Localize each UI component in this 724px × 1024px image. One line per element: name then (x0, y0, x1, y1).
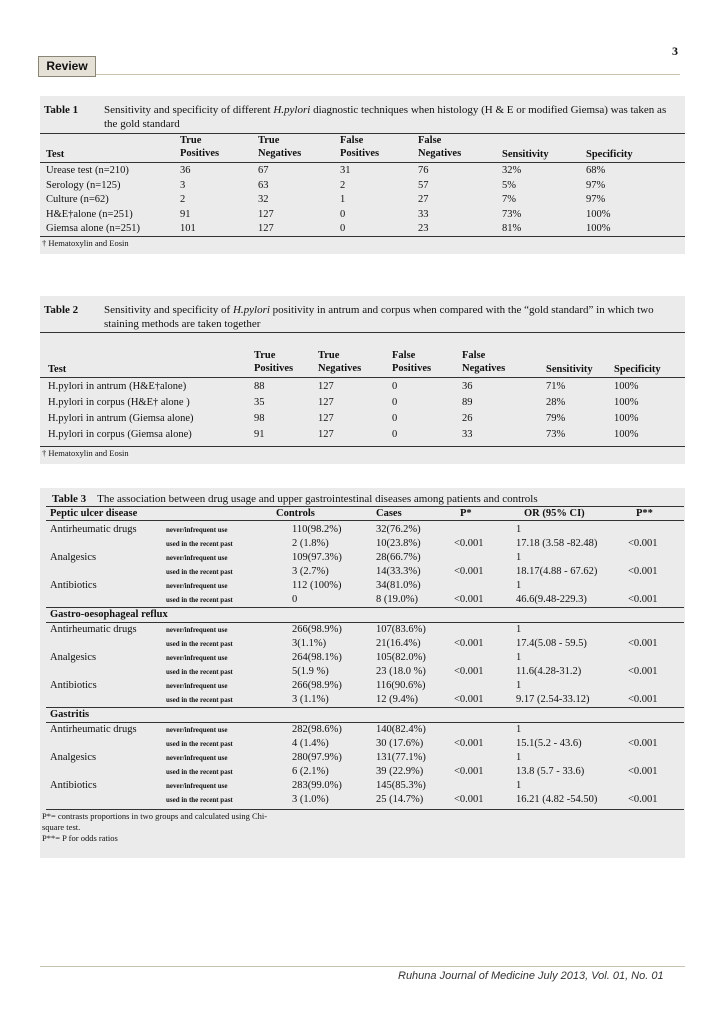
table-3-p2: <0.001 (628, 794, 658, 805)
table-2-cell: 100% (614, 429, 639, 440)
table-3-cases: 39 (22.9%) (376, 766, 424, 777)
table-1-cell: 57 (418, 179, 429, 191)
table-2-header-cell: Specificity (614, 364, 661, 375)
table-1-cell: 27 (418, 194, 429, 205)
table-3-drug: Antibiotics (50, 780, 97, 791)
table-2-cell: 127 (318, 429, 334, 440)
table-3-p: <0.001 (454, 666, 484, 677)
table-1-cell: 36 (180, 165, 191, 176)
table-3-cases: 14(33.3%) (376, 566, 421, 577)
table-3-caption-text: The association between drug usage and upper gastrointestinal diseases among patients and controls (97, 493, 538, 505)
table-3-note: P*= contrasts proportions in two groups and calculated using Chi- (42, 811, 268, 821)
table-3-drug: Analgesics (50, 552, 97, 563)
table-2-label: Table 2 (44, 304, 79, 316)
table-3-cases: 105(82.0%) (376, 652, 426, 663)
table-1-header-cell: Positives (340, 148, 380, 159)
table-3-or: 15.1(5.2 - 43.6) (516, 738, 582, 749)
table-3-p: <0.001 (454, 766, 484, 777)
table-1-header-rule (40, 162, 685, 163)
table-2-cell: 98 (254, 413, 265, 424)
table-1-header-cell: False (418, 135, 442, 146)
table-1-cell: Urease test (n=210) (46, 165, 129, 176)
table-1-cell: H&E†alone (n=251) (46, 208, 133, 220)
table-3-or: 1 (516, 780, 522, 791)
table-1-header-cell: Positives (180, 148, 220, 159)
table-3-header-cell: OR (95% CI) (524, 508, 585, 519)
table-3-drug: Analgesics (50, 652, 97, 663)
table-2-cell: 79% (546, 413, 566, 424)
table-2-header-cell: Negatives (462, 363, 506, 374)
table-3-cases: 12 (9.4%) (376, 694, 418, 705)
table-3-p2: <0.001 (628, 538, 658, 549)
table-1-cell: 0 (340, 223, 346, 234)
table-1-cell: 31 (340, 165, 351, 176)
table-2-cell: 35 (254, 397, 265, 408)
table-1-cell: 33 (418, 208, 429, 220)
table-3-cases: 145(85.3%) (376, 780, 426, 791)
table-3-or: 1 (516, 552, 522, 563)
table-3-or: 1 (516, 524, 522, 535)
table-3-controls: 266(98.9%) (292, 680, 342, 691)
table-2-cell: 127 (318, 413, 334, 424)
table-2-cell: 26 (462, 413, 473, 424)
table-3-controls: 3 (2.7%) (292, 566, 329, 577)
table-3-controls: 112 (100%) (292, 580, 342, 591)
table-3-or: 1 (516, 680, 522, 691)
table-3-drug: Antibiotics (50, 680, 97, 691)
table-3-cases: 23 (18.0 %) (376, 666, 426, 677)
table-3-or: 17.18 (3.58 -82.48) (516, 538, 598, 549)
table-3-caption (52, 492, 682, 506)
table-3-p2: <0.001 (628, 566, 658, 577)
table-2-header-rule (40, 377, 685, 378)
table-3-cases: 116(90.6%) (376, 680, 426, 691)
table-3-header-cell: Cases (376, 508, 402, 519)
table-3-cases: 34(81.0%) (376, 580, 421, 591)
table-3-label: Table 3 (52, 493, 87, 505)
table-3-header-cell: Controls (276, 508, 315, 519)
table-3-usage: used in the recent past (166, 640, 233, 648)
table-2-header-cell: True (318, 350, 340, 361)
table-2-footnote: † Hematoxylin and Eosin (42, 448, 129, 458)
table-1-cell: 127 (258, 208, 274, 220)
table-3-note: square test. (42, 822, 81, 832)
table-3-controls: 280(97.9%) (292, 752, 342, 763)
table-2-header-cell: False (462, 350, 486, 361)
table-3-controls: 0 (292, 594, 298, 605)
table-3-usage: used in the recent past (166, 568, 233, 576)
table-1-cell: 1 (340, 194, 346, 205)
table-2-cell: 28% (546, 397, 566, 408)
table-3-p: <0.001 (454, 566, 484, 577)
table-3-cases: 32(76.2%) (376, 524, 421, 535)
table-3-controls: 3 (1.0%) (292, 794, 329, 805)
table-2-header-cell: True (254, 350, 276, 361)
table-3-or: 9.17 (2.54-33.12) (516, 694, 590, 705)
table-1-header-cell: False (340, 135, 364, 146)
table-3-section-rule (46, 607, 684, 608)
table-2-cell: 73% (546, 429, 566, 440)
table-2-cell: H.pylori in antrum (Giemsa alone) (48, 413, 194, 424)
table-3-controls: 110(98.2%) (292, 524, 342, 535)
table-3-or: 1 (516, 724, 522, 735)
table-3-usage: never/infrequent use (166, 782, 228, 790)
table-3-p2: <0.001 (628, 594, 658, 605)
table-1-header-cell: Negatives (258, 148, 302, 159)
page-number: 3 (672, 44, 678, 58)
table-3-note: P**= P for odds ratios (42, 833, 118, 843)
table-3-cases: 10(23.8%) (376, 538, 421, 549)
table-1-cell: 97% (586, 194, 606, 205)
table-3-usage: used in the recent past (166, 740, 233, 748)
table-2-cell: H.pylori in antrum (H&E†alone) (48, 381, 187, 392)
table-3-usage: used in the recent past (166, 596, 233, 604)
table-3-p: <0.001 (454, 594, 484, 605)
table-3-or: 1 (516, 752, 522, 763)
header-rule (96, 74, 680, 75)
table-2-header-cell: Test (48, 364, 67, 375)
table-2-cell: 127 (318, 397, 334, 408)
table-1-header-cell: Test (46, 149, 65, 160)
table-2-cell: 0 (392, 413, 398, 424)
table-3-drug: Antirheumatic drugs (50, 524, 137, 535)
table-3-cases: 107(83.6%) (376, 624, 426, 635)
table-3-controls: 283(99.0%) (292, 780, 342, 791)
table-3-cases: 140(82.4%) (376, 724, 426, 735)
table-3-controls: 2 (1.8%) (292, 538, 329, 549)
table-1-cell: 32 (258, 194, 269, 205)
table-1-header-cell: True (180, 135, 202, 146)
table-3-usage: never/infrequent use (166, 626, 228, 634)
table-3-section-rule (46, 622, 684, 623)
table-2-cell: 71% (546, 381, 566, 392)
table-3-drug: Antibiotics (50, 580, 97, 591)
table-1-cell: 7% (502, 194, 516, 205)
section-tag: Review (38, 56, 96, 77)
table-1-header-cell: Sensitivity (502, 149, 549, 160)
table-3-section-title: Gastritis (50, 709, 90, 720)
table-3-header-cell: P** (636, 508, 653, 519)
table-1-cell: 67 (258, 165, 269, 176)
table-3-controls: 264(98.1%) (292, 652, 342, 663)
table-3-or: 16.21 (4.82 -54.50) (516, 794, 598, 805)
table-2-header-cell: Negatives (318, 363, 362, 374)
table-3-drug: Antirheumatic drugs (50, 724, 137, 735)
table-1-header-cell: True (258, 135, 280, 146)
table-2-cell: H.pylori in corpus (Giemsa alone) (48, 429, 192, 440)
table-3-cases: 28(66.7%) (376, 552, 421, 563)
table-3-header-cell: Peptic ulcer disease (50, 508, 138, 519)
table-3-section-rule (46, 707, 684, 708)
table-2-cell: H.pylori in corpus (H&E† alone ) (48, 397, 190, 408)
table-2-caption-pre: Sensitivity and specificity of (104, 304, 233, 316)
table-3-section-title: Gastro-oesophageal reflux (50, 609, 168, 620)
table-2-top-rule (40, 332, 685, 333)
table-3-usage: never/infrequent use (166, 654, 228, 662)
table-3-controls: 3 (1.1%) (292, 694, 329, 705)
table-2-cell: 91 (254, 429, 265, 440)
table-2-caption (40, 303, 685, 333)
table-3-p: <0.001 (454, 694, 484, 705)
table-3-or: 46.6(9.48-229.3) (516, 594, 587, 605)
table-1 (40, 96, 685, 254)
table-3-controls: 5(1.9 %) (292, 666, 329, 677)
table-1-cell: 3 (180, 179, 186, 191)
table-2-cell: 100% (614, 413, 639, 424)
table-1-cell: 23 (418, 223, 429, 234)
table-1-cell: 91 (180, 208, 191, 220)
table-3-usage: used in the recent past (166, 768, 233, 776)
table-3-or: 1 (516, 580, 522, 591)
table-3-p2: <0.001 (628, 766, 658, 777)
table-1-cell: 81% (502, 223, 522, 234)
table-2-cell: 33 (462, 429, 473, 440)
table-3-controls: 266(98.9%) (292, 624, 342, 635)
table-3-controls: 4 (1.4%) (292, 738, 329, 749)
table-3-bottom-rule (46, 809, 684, 810)
table-1-label: Table 1 (44, 104, 79, 116)
table-3-or: 18.17(4.88 - 67.62) (516, 566, 598, 577)
table-3-usage: never/infrequent use (166, 554, 228, 562)
table-3-cases: 131(77.1%) (376, 752, 426, 763)
table-3-or: 17.4(5.08 - 59.5) (516, 638, 587, 649)
table-3-controls: 109(97.3%) (292, 552, 342, 563)
table-1-cell: 127 (258, 223, 274, 234)
table-3-usage: used in the recent past (166, 696, 233, 704)
table-1-cell: 0 (340, 208, 346, 220)
table-1-cell: 2 (180, 194, 186, 205)
table-1-cell: 5% (502, 179, 516, 191)
table-3-cases: 30 (17.6%) (376, 738, 424, 749)
table-3-drug: Analgesics (50, 752, 97, 763)
table-1-cell: 2 (340, 179, 346, 191)
table-3-usage: never/infrequent use (166, 682, 228, 690)
table-1-header-cell: Specificity (586, 149, 633, 160)
table-1-caption-italic: H.pylori (273, 104, 311, 116)
table-1-cell: 76 (418, 165, 429, 176)
table-3-cases: 8 (19.0%) (376, 594, 418, 605)
table-3-usage: used in the recent past (166, 540, 233, 548)
table-3-or: 11.6(4.28-31.2) (516, 666, 582, 677)
table-3-controls: 282(98.6%) (292, 724, 342, 735)
table-2-header-cell: False (392, 350, 416, 361)
table-1-cell: 101 (180, 223, 196, 234)
table-1-caption (40, 103, 685, 133)
table-3-p: <0.001 (454, 638, 484, 649)
table-3-header-cell: P* (460, 508, 472, 519)
table-3-usage: never/infrequent use (166, 754, 228, 762)
table-2-cell: 89 (462, 397, 473, 408)
footer-rule (40, 966, 685, 967)
table-1-footnote: † Hematoxylin and Eosin (42, 238, 129, 248)
table-1-cell: 100% (586, 208, 611, 220)
table-1-cell: 63 (258, 179, 269, 191)
table-2-caption-italic: H.pylori (232, 304, 270, 316)
table-1-cell: 100% (586, 223, 611, 234)
table-1-cell: 32% (502, 165, 522, 176)
table-3 (40, 488, 685, 858)
table-2-cell: 127 (318, 381, 334, 392)
table-1-cell: Giemsa alone (n=251) (46, 223, 140, 234)
table-2-cell: 0 (392, 397, 398, 408)
table-1-cell: 97% (586, 179, 606, 191)
table-2 (40, 296, 685, 464)
table-3-or: 1 (516, 652, 522, 663)
table-1-cell: Serology (n=125) (46, 179, 121, 191)
table-3-drug: Antirheumatic drugs (50, 624, 137, 635)
table-3-usage: used in the recent past (166, 796, 233, 804)
table-3-controls: 6 (2.1%) (292, 766, 329, 777)
table-2-header-cell: Positives (254, 363, 294, 374)
table-3-controls: 3(1.1%) (292, 638, 327, 649)
table-3-header-rule (46, 520, 684, 521)
table-3-p2: <0.001 (628, 666, 658, 677)
journal-footer: Ruhuna Journal of Medicine July 2013, Vol. 01, No. 01 (398, 970, 664, 982)
table-3-top-rule (46, 506, 684, 507)
table-3-cases: 25 (14.7%) (376, 794, 424, 805)
table-1-header-cell: Negatives (418, 148, 462, 159)
table-3-section-rule (46, 722, 684, 723)
table-2-cell: 36 (462, 381, 473, 392)
table-3-cases: 21(16.4%) (376, 638, 421, 649)
table-1-caption-pre: Sensitivity and specificity of different (104, 104, 274, 116)
table-3-or: 1 (516, 624, 522, 635)
table-2-cell: 0 (392, 429, 398, 440)
table-2-cell: 100% (614, 381, 639, 392)
table-3-usage: never/infrequent use (166, 526, 228, 534)
table-3-p2: <0.001 (628, 638, 658, 649)
table-1-cell: Culture (n=62) (46, 194, 109, 205)
table-2-cell: 100% (614, 397, 639, 408)
table-3-p2: <0.001 (628, 738, 658, 749)
table-2-header-cell: Sensitivity (546, 364, 593, 375)
table-2-header-cell: Positives (392, 363, 432, 374)
table-2-bottom-rule (40, 446, 685, 447)
table-3-usage: used in the recent past (166, 668, 233, 676)
table-2-caption-post: positivity in antrum and corpus when compared with the “gold standard” in which two staining methods are taken together (104, 304, 654, 330)
table-3-usage: never/infrequent use (166, 726, 228, 734)
table-3-p: <0.001 (454, 538, 484, 549)
table-1-caption-post: diagnostic techniques when histology (H & E or modified Giemsa) was taken as the gold standard (104, 104, 667, 130)
table-3-or: 13.8 (5.7 - 33.6) (516, 766, 585, 777)
table-3-p: <0.001 (454, 738, 484, 749)
table-1-cell: 73% (502, 208, 522, 220)
table-3-usage: never/infrequent use (166, 582, 228, 590)
table-3-p2: <0.001 (628, 694, 658, 705)
table-3-p: <0.001 (454, 794, 484, 805)
table-2-cell: 88 (254, 381, 265, 392)
table-1-cell: 68% (586, 165, 606, 176)
table-1-bottom-rule (40, 236, 685, 237)
table-2-cell: 0 (392, 381, 398, 392)
